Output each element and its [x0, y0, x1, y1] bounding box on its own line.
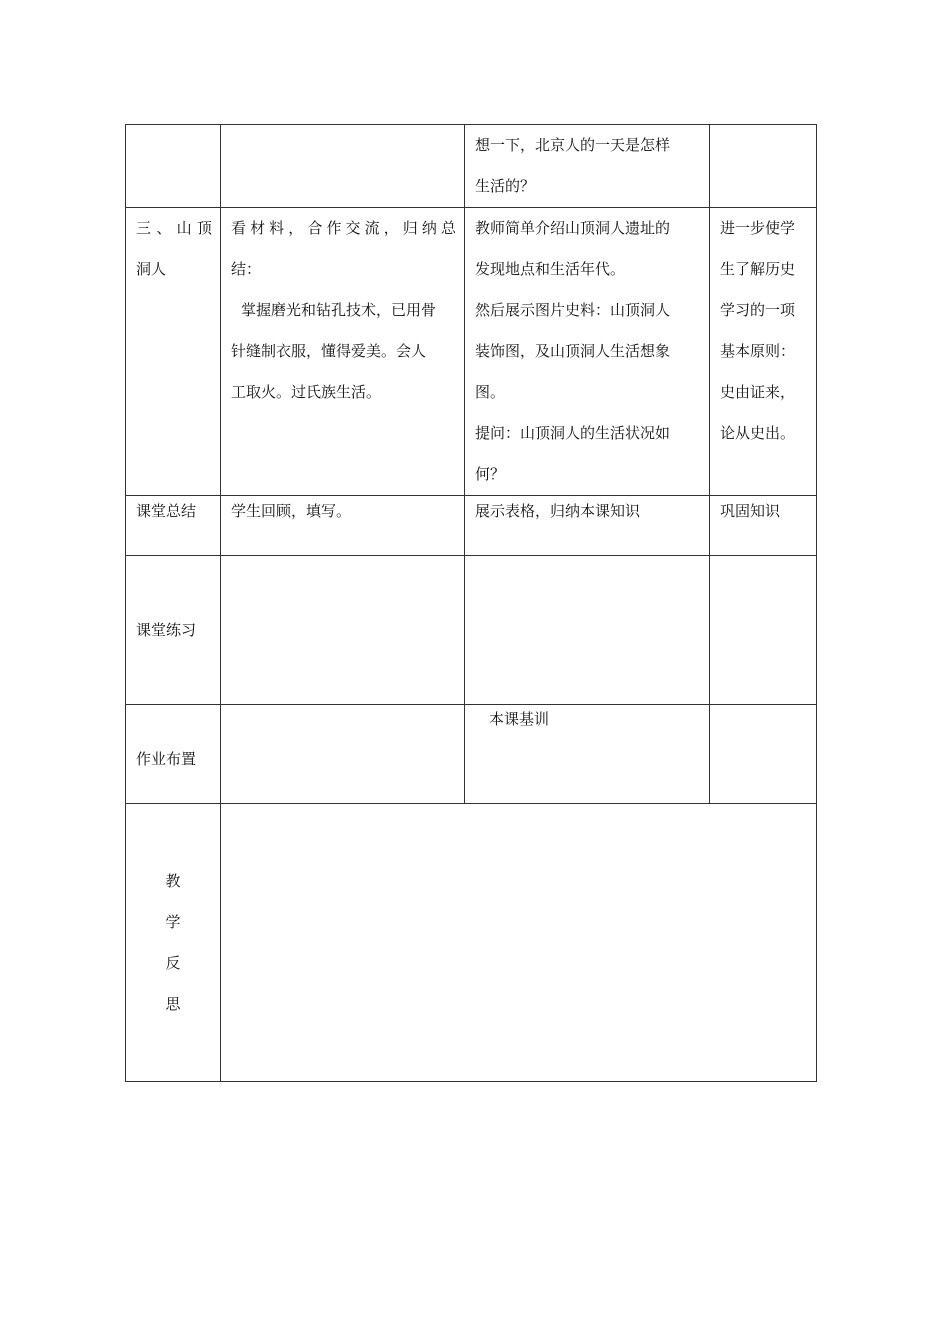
table-row-shanding — [126, 208, 817, 496]
cell-teacher-activity — [465, 556, 710, 705]
cell-student-activity — [221, 556, 465, 705]
text-line: 论从史出。 — [720, 424, 796, 442]
cell-intent — [710, 125, 817, 208]
cell-student-activity — [221, 705, 465, 804]
text-line: 生了解历史 — [720, 260, 796, 278]
table-row-reflection — [126, 804, 817, 1082]
cell-intent — [710, 208, 817, 496]
table-row-continued — [126, 125, 817, 208]
text-line: 提问：山顶洞人的生活状况如 — [475, 424, 671, 442]
text-line: 发现地点和生活年代。 — [475, 260, 626, 278]
text-line: 基本原则： — [720, 342, 796, 360]
text-line: 掌握磨光和钻孔技术，已用骨 — [241, 301, 437, 319]
cell-stage — [126, 705, 221, 804]
stage-label: 作业布置 — [136, 750, 197, 768]
text-line: 装饰图，及山顶洞人生活想象 — [475, 342, 671, 360]
cell-student-activity: 学生回顾，填写。 — [221, 496, 465, 556]
stage-label: 课堂总结 — [136, 502, 197, 520]
cell-stage — [126, 125, 221, 208]
cell-teacher-activity — [465, 125, 710, 208]
cell-stage — [126, 208, 221, 496]
reflection-char: 反 — [165, 953, 181, 972]
reflection-char: 教 — [165, 871, 181, 890]
cell-stage — [126, 496, 221, 556]
stage-label-line: 洞人 — [136, 260, 167, 278]
text-line: 生活的？ — [475, 177, 536, 195]
cell-teacher-activity: 本课基训 — [465, 705, 710, 804]
reflection-char: 思 — [165, 994, 181, 1013]
text-line: 结： — [231, 260, 262, 278]
text-line: 然后展示图片史料：山顶洞人 — [475, 301, 671, 319]
stage-label-line: 三、山顶 — [136, 219, 212, 237]
text-line: 针缝制衣服，懂得爱美。会人 — [231, 342, 427, 360]
lesson-plan-table — [125, 124, 817, 1082]
cell-student-activity — [221, 208, 465, 496]
cell-intent — [710, 556, 817, 705]
cell-intent — [710, 705, 817, 804]
table-row-practice — [126, 556, 817, 705]
text-line: 学习的一项 — [720, 301, 796, 319]
text-line: 图。 — [475, 383, 506, 401]
text-line: 教师简单介绍山顶洞人遗址的 — [475, 219, 671, 237]
cell-teacher-activity — [465, 208, 710, 496]
reflection-char: 学 — [165, 912, 181, 931]
text-line: 想一下，北京人的一天是怎样 — [475, 136, 671, 154]
cell-stage — [126, 556, 221, 705]
text-line: 进一步使学 — [720, 219, 796, 237]
table-row-summary — [126, 496, 817, 556]
table-row-homework — [126, 705, 817, 804]
text-line: 看材料，合作交流，归纳总 — [231, 219, 456, 237]
cell-teacher-activity: 展示表格，归纳本课知识 — [465, 496, 710, 556]
cell-student-activity — [221, 125, 465, 208]
cell-reflection-content — [221, 804, 817, 1082]
text-line: 工取火。过氏族生活。 — [231, 383, 382, 401]
text-line: 史由证来， — [720, 383, 796, 401]
stage-label: 课堂练习 — [136, 621, 197, 639]
cell-intent: 巩固知识 — [710, 496, 817, 556]
cell-reflection-label — [126, 804, 221, 1082]
text-line: 何？ — [475, 465, 506, 483]
